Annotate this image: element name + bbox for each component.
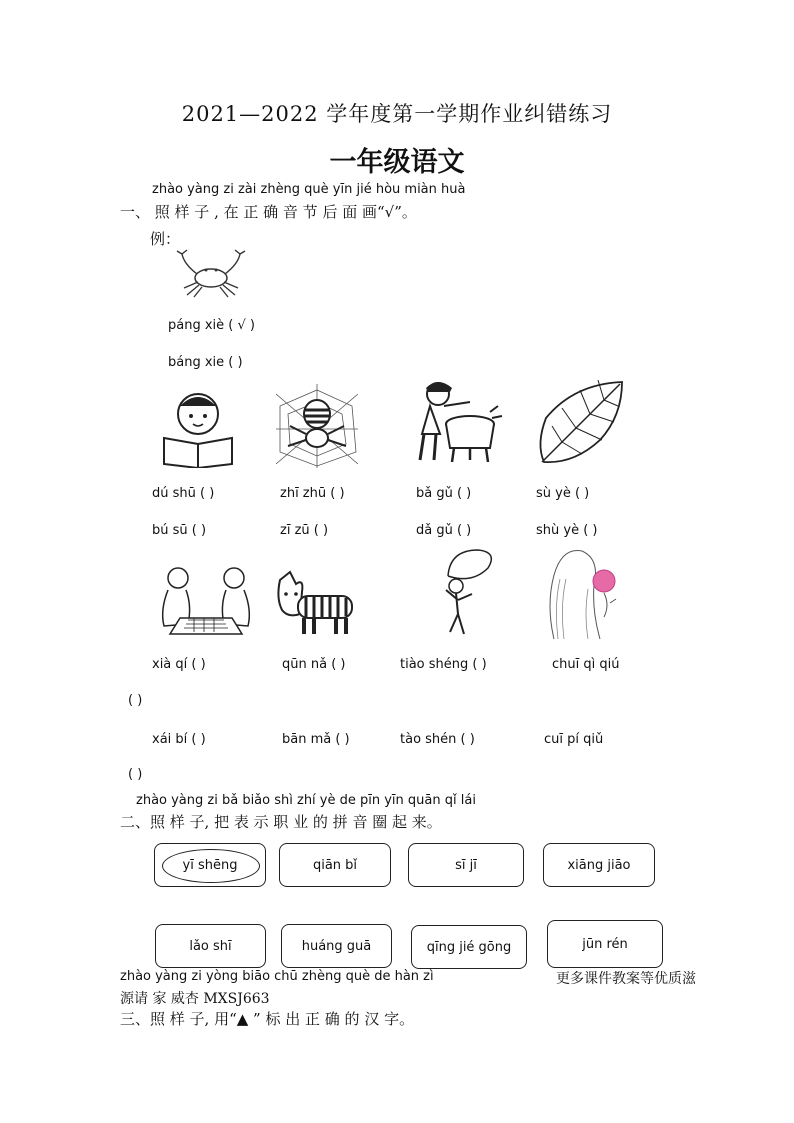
example-circle (162, 849, 260, 883)
example-option-2: báng xie ( ) (168, 355, 243, 370)
r2-opt-b-4-paren: ( ) (128, 767, 143, 782)
pinyin-box-6: huáng guā (281, 924, 392, 968)
leaf-illustration (534, 378, 626, 466)
r1-opt-b-3: dǎ gǔ ( ) (416, 523, 472, 538)
document-title: 2021—2022 学年度第一学期作业纠错练习 (181, 102, 613, 126)
r2-opt-a-3: tiào shéng ( ) (400, 657, 487, 672)
r2-opt-b-2: bān mǎ ( ) (282, 732, 350, 747)
r1-opt-a-1: dú shū ( ) (152, 486, 215, 501)
q3-heading: 三、照 样 子, 用“▲ ” 标 出 正 确 的 汉 字。 (120, 1010, 415, 1028)
example-option-1: páng xiè ( √ ) (168, 318, 255, 333)
pinyin-box-1: yī shēng (154, 843, 266, 887)
q3-pinyin: zhào yàng zi yòng biāo chū zhèng què de hàn zì (120, 969, 434, 984)
chess-players-illustration (152, 562, 260, 640)
zebra-illustration (274, 570, 358, 638)
q2-heading: 二、照 样 子, 把 表 示 职 业 的 拼 音 圈 起 来。 (120, 813, 442, 831)
r2-opt-b-1: xái bí ( ) (152, 732, 206, 747)
q1-pinyin: zhào yàng zi zài zhèng què yīn jié hòu miàn huà (152, 182, 466, 197)
r1-opt-b-1: bú sū ( ) (152, 523, 207, 538)
drummer-illustration (400, 376, 504, 466)
pinyin-box-3: sī jī (408, 843, 524, 887)
pinyin-box-2: qiān bǐ (279, 843, 391, 887)
ad-text-2: 源请 家 威杏 MXSJ663 (120, 991, 270, 1007)
r1-opt-b-4: shù yè ( ) (536, 523, 598, 538)
girl-bubble-illustration (544, 545, 620, 641)
boy-reading-illustration (158, 386, 240, 468)
pinyin-box-5: lǎo shī (155, 924, 266, 968)
r1-opt-a-3: bǎ gǔ ( ) (416, 486, 472, 501)
r2-opt-a-1: xià qí ( ) (152, 657, 206, 672)
spider-illustration (276, 384, 358, 468)
r1-opt-b-2: zī zū ( ) (280, 523, 329, 538)
crab-illustration (172, 246, 250, 298)
document-subtitle: 一年级语文 (329, 147, 465, 178)
r2-opt-a-4: chuī qì qiú (552, 657, 620, 672)
example-label: 例： (150, 230, 181, 248)
r2-opt-a-4-paren: ( ) (128, 693, 143, 708)
jump-rope-illustration (432, 548, 498, 640)
r2-opt-b-4: cuī pí qiǔ (544, 732, 604, 747)
pinyin-box-4: xiāng jiāo (543, 843, 655, 887)
pinyin-box-8: jūn rén (547, 920, 663, 968)
r1-opt-a-4: sù yè ( ) (536, 486, 590, 501)
pinyin-box-7: qīng jié gōng (411, 925, 527, 969)
q1-heading: 一、 照 样 子 , 在 正 确 音 节 后 面 画“√”。 (120, 203, 417, 221)
r2-opt-b-3: tào shén ( ) (400, 732, 475, 747)
q2-pinyin: zhào yàng zi bǎ biǎo shì zhí yè de pīn yīn quān qǐ lái (136, 793, 476, 808)
ad-text: 更多课件教案等优质滋 (556, 971, 696, 987)
r1-opt-a-2: zhī zhū ( ) (280, 486, 345, 501)
r2-opt-a-2: qūn nǎ ( ) (282, 657, 346, 672)
